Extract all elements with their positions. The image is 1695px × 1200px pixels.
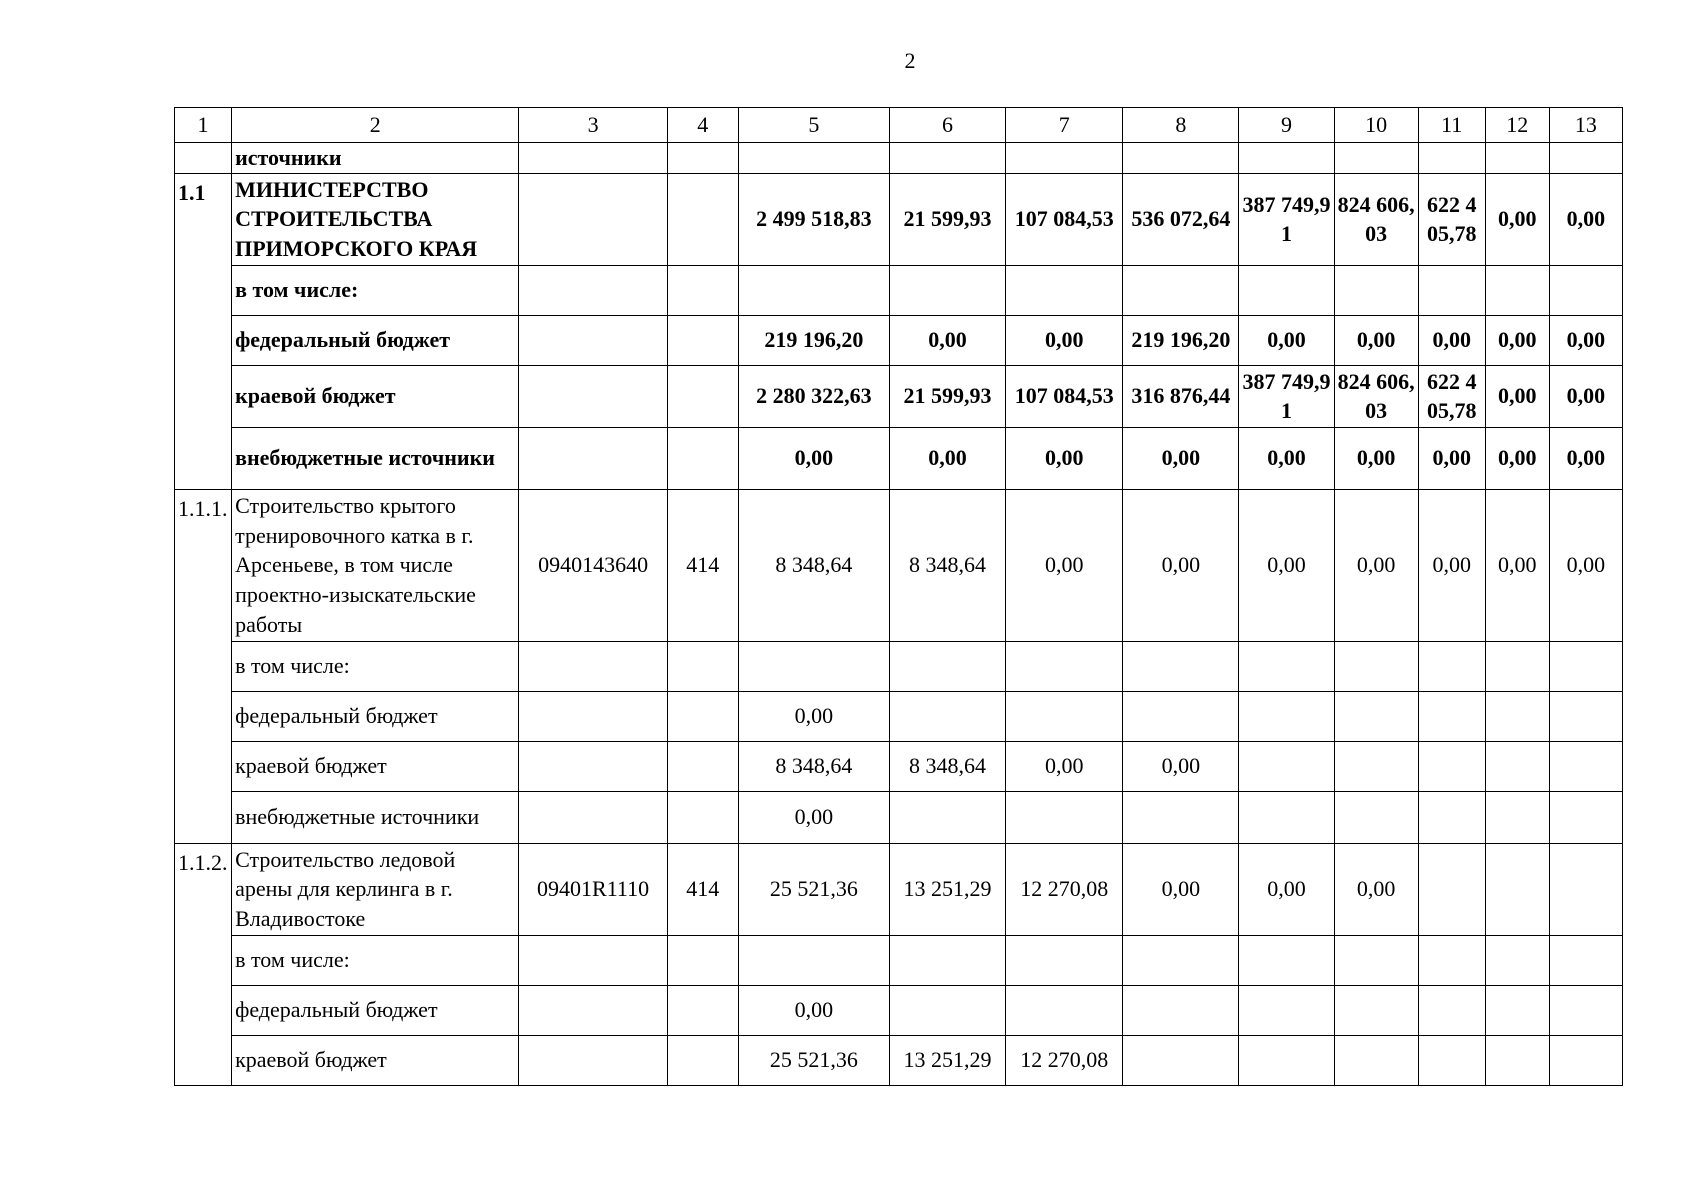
table-row (175, 365, 1623, 427)
kvr-cell (667, 741, 738, 791)
value-cell-col-10 (1334, 791, 1418, 843)
kvr-cell (667, 935, 738, 985)
value-cell-col-9 (1239, 935, 1334, 985)
value-cell-col-10 (1334, 691, 1418, 741)
value-cell-col-11 (1418, 791, 1485, 843)
value-cell-col-9 (1239, 741, 1334, 791)
value-cell-col-12 (1485, 691, 1549, 741)
table-row (175, 265, 1623, 315)
value-cell-col-10: 0,00 (1334, 843, 1418, 935)
code-cell (519, 935, 667, 985)
value-cell-col-7: 0,00 (1006, 315, 1123, 365)
column-header-5: 5 (738, 108, 889, 143)
value-cell-col-9 (1239, 265, 1334, 315)
value-cell-col-5: 0,00 (738, 691, 889, 741)
row-number-cell: 1.1.2. (175, 843, 232, 1085)
kvr-cell (667, 641, 738, 691)
code-cell (519, 741, 667, 791)
value-cell-col-7 (1006, 985, 1123, 1035)
row-number-cell: 1.1.1. (175, 489, 232, 843)
code-cell (519, 173, 667, 265)
value-cell-col-5: 8 348,64 (738, 741, 889, 791)
kvr-cell (667, 985, 738, 1035)
table-row (175, 985, 1623, 1035)
header-row (175, 108, 1623, 143)
value-cell-col-6 (889, 143, 1005, 174)
value-cell-col-11 (1418, 843, 1485, 935)
value-cell-col-10 (1334, 265, 1418, 315)
value-cell-col-9: 0,00 (1239, 315, 1334, 365)
value-cell-col-11 (1418, 265, 1485, 315)
code-cell (519, 691, 667, 741)
table-row (175, 843, 1623, 935)
kvr-cell (667, 1035, 738, 1085)
value-cell-col-10 (1334, 741, 1418, 791)
value-cell-col-13 (1549, 843, 1622, 935)
value-cell-col-13 (1549, 791, 1622, 843)
value-cell-col-11: 0,00 (1418, 489, 1485, 641)
value-cell-col-5: 0,00 (738, 427, 889, 489)
table-row (175, 1035, 1623, 1085)
value-cell-col-10: 824 606,03 (1334, 365, 1418, 427)
value-cell-col-13 (1549, 1035, 1622, 1085)
value-cell-col-11 (1418, 741, 1485, 791)
value-cell-col-9: 0,00 (1239, 427, 1334, 489)
value-cell-col-8 (1123, 935, 1239, 985)
kvr-cell (667, 315, 738, 365)
value-cell-col-8 (1123, 265, 1239, 315)
value-cell-col-5 (738, 265, 889, 315)
table-row (175, 741, 1623, 791)
value-cell-col-8 (1123, 143, 1239, 174)
page-number: 2 (904, 48, 916, 73)
kvr-cell (667, 365, 738, 427)
value-cell-col-8: 219 196,20 (1123, 315, 1239, 365)
value-cell-col-8 (1123, 791, 1239, 843)
value-cell-col-7 (1006, 641, 1123, 691)
value-cell-col-10 (1334, 641, 1418, 691)
value-cell-col-12 (1485, 641, 1549, 691)
value-cell-col-11 (1418, 935, 1485, 985)
kvr-cell (667, 791, 738, 843)
value-cell-col-5: 8 348,64 (738, 489, 889, 641)
kvr-cell: 414 (667, 489, 738, 641)
value-cell-col-12: 0,00 (1485, 489, 1549, 641)
value-cell-col-12: 0,00 (1485, 173, 1549, 265)
value-cell-col-6: 21 599,93 (889, 365, 1005, 427)
value-cell-col-6 (889, 791, 1005, 843)
value-cell-col-12: 0,00 (1485, 365, 1549, 427)
value-cell-col-13 (1549, 741, 1622, 791)
value-cell-col-9: 387 749,91 (1239, 365, 1334, 427)
value-cell-col-10: 824 606,03 (1334, 173, 1418, 265)
value-cell-col-9 (1239, 1035, 1334, 1085)
column-header-6: 6 (889, 108, 1005, 143)
row-name-cell: федеральный бюджет (232, 315, 519, 365)
row-name-cell: внебюджетные источники (232, 427, 519, 489)
value-cell-col-13 (1549, 935, 1622, 985)
row-number-cell: 1.1 (175, 173, 232, 489)
value-cell-col-5 (738, 935, 889, 985)
value-cell-col-8 (1123, 691, 1239, 741)
value-cell-col-13 (1549, 143, 1622, 174)
value-cell-col-9 (1239, 641, 1334, 691)
column-header-3: 3 (519, 108, 667, 143)
value-cell-col-11: 622 405,78 (1418, 173, 1485, 265)
value-cell-col-7 (1006, 143, 1123, 174)
value-cell-col-7: 107 084,53 (1006, 365, 1123, 427)
value-cell-col-11 (1418, 985, 1485, 1035)
value-cell-col-12 (1485, 935, 1549, 985)
value-cell-col-13 (1549, 641, 1622, 691)
value-cell-col-11 (1418, 143, 1485, 174)
value-cell-col-9: 0,00 (1239, 843, 1334, 935)
row-name-cell: в том числе: (232, 935, 519, 985)
value-cell-col-7 (1006, 935, 1123, 985)
row-name-cell: краевой бюджет (232, 1035, 519, 1085)
value-cell-col-8 (1123, 985, 1239, 1035)
table-row (175, 489, 1623, 641)
value-cell-col-5: 2 280 322,63 (738, 365, 889, 427)
column-header-8: 8 (1123, 108, 1239, 143)
code-cell (519, 365, 667, 427)
row-name-cell: Строительство ледовой арены для керлинга в г. Владивостоке (232, 843, 519, 935)
value-cell-col-5: 25 521,36 (738, 843, 889, 935)
value-cell-col-11: 0,00 (1418, 427, 1485, 489)
value-cell-col-5: 25 521,36 (738, 1035, 889, 1085)
code-cell: 09401R1110 (519, 843, 667, 935)
row-name-cell: краевой бюджет (232, 365, 519, 427)
value-cell-col-12 (1485, 741, 1549, 791)
value-cell-col-13: 0,00 (1549, 427, 1622, 489)
table-row (175, 791, 1623, 843)
value-cell-col-7: 107 084,53 (1006, 173, 1123, 265)
value-cell-col-6: 8 348,64 (889, 741, 1005, 791)
row-name-cell: федеральный бюджет (232, 691, 519, 741)
code-cell (519, 1035, 667, 1085)
value-cell-col-8 (1123, 641, 1239, 691)
value-cell-col-10: 0,00 (1334, 315, 1418, 365)
kvr-cell (667, 427, 738, 489)
row-name-cell: в том числе: (232, 641, 519, 691)
kvr-cell (667, 143, 738, 174)
value-cell-col-5: 0,00 (738, 985, 889, 1035)
table-row (175, 691, 1623, 741)
row-name-cell: МИНИСТЕРСТВО СТРОИТЕЛЬСТВА ПРИМОРСКОГО КРАЯ (232, 173, 519, 265)
code-cell (519, 427, 667, 489)
row-name-cell: краевой бюджет (232, 741, 519, 791)
value-cell-col-11 (1418, 1035, 1485, 1085)
table-row (175, 641, 1623, 691)
value-cell-col-8: 316 876,44 (1123, 365, 1239, 427)
column-header-10: 10 (1334, 108, 1418, 143)
kvr-cell: 414 (667, 843, 738, 935)
value-cell-col-8: 0,00 (1123, 427, 1239, 489)
table-row (175, 143, 1623, 174)
column-header-11: 11 (1418, 108, 1485, 143)
value-cell-col-12 (1485, 791, 1549, 843)
value-cell-col-6 (889, 935, 1005, 985)
value-cell-col-6: 0,00 (889, 315, 1005, 365)
value-cell-col-9: 0,00 (1239, 489, 1334, 641)
row-name-cell: источники (232, 143, 519, 174)
column-header-12: 12 (1485, 108, 1549, 143)
value-cell-col-6 (889, 641, 1005, 691)
kvr-cell (667, 691, 738, 741)
value-cell-col-6 (889, 691, 1005, 741)
value-cell-col-12 (1485, 1035, 1549, 1085)
value-cell-col-9 (1239, 143, 1334, 174)
code-cell (519, 985, 667, 1035)
value-cell-col-8 (1123, 1035, 1239, 1085)
column-header-4: 4 (667, 108, 738, 143)
code-cell (519, 641, 667, 691)
value-cell-col-6 (889, 265, 1005, 315)
column-header-13: 13 (1549, 108, 1622, 143)
value-cell-col-5: 0,00 (738, 791, 889, 843)
code-cell (519, 265, 667, 315)
value-cell-col-7: 0,00 (1006, 741, 1123, 791)
value-cell-col-10 (1334, 143, 1418, 174)
kvr-cell (667, 173, 738, 265)
value-cell-col-5: 219 196,20 (738, 315, 889, 365)
row-name-cell: Строительство крытого тренировочного катка в г. Арсеньеве, в том числе проектно-изыскательские работы (232, 489, 519, 641)
value-cell-col-7: 0,00 (1006, 427, 1123, 489)
value-cell-col-13 (1549, 985, 1622, 1035)
table-row (175, 935, 1623, 985)
value-cell-col-7: 12 270,08 (1006, 1035, 1123, 1085)
value-cell-col-8: 536 072,64 (1123, 173, 1239, 265)
value-cell-col-13 (1549, 265, 1622, 315)
code-cell: 0940143640 (519, 489, 667, 641)
value-cell-col-12 (1485, 985, 1549, 1035)
value-cell-col-11 (1418, 691, 1485, 741)
value-cell-col-13: 0,00 (1549, 173, 1622, 265)
column-header-7: 7 (1006, 108, 1123, 143)
value-cell-col-5 (738, 641, 889, 691)
value-cell-col-5 (738, 143, 889, 174)
value-cell-col-12: 0,00 (1485, 315, 1549, 365)
row-name-cell: в том числе: (232, 265, 519, 315)
value-cell-col-13: 0,00 (1549, 365, 1622, 427)
value-cell-col-13 (1549, 691, 1622, 741)
value-cell-col-11 (1418, 641, 1485, 691)
value-cell-col-8: 0,00 (1123, 843, 1239, 935)
table-row (175, 315, 1623, 365)
value-cell-col-8: 0,00 (1123, 489, 1239, 641)
value-cell-col-12: 0,00 (1485, 427, 1549, 489)
value-cell-col-13: 0,00 (1549, 315, 1622, 365)
table-row (175, 173, 1623, 265)
code-cell (519, 143, 667, 174)
value-cell-col-10 (1334, 935, 1418, 985)
budget-table (174, 107, 1623, 1086)
value-cell-col-6: 8 348,64 (889, 489, 1005, 641)
code-cell (519, 315, 667, 365)
value-cell-col-12 (1485, 843, 1549, 935)
value-cell-col-8: 0,00 (1123, 741, 1239, 791)
value-cell-col-6 (889, 985, 1005, 1035)
value-cell-col-9 (1239, 985, 1334, 1035)
column-header-1: 1 (175, 108, 232, 143)
table-row (175, 427, 1623, 489)
value-cell-col-11: 0,00 (1418, 315, 1485, 365)
code-cell (519, 791, 667, 843)
value-cell-col-6: 21 599,93 (889, 173, 1005, 265)
kvr-cell (667, 265, 738, 315)
value-cell-col-12 (1485, 143, 1549, 174)
value-cell-col-10: 0,00 (1334, 489, 1418, 641)
value-cell-col-9 (1239, 791, 1334, 843)
value-cell-col-7: 12 270,08 (1006, 843, 1123, 935)
column-header-9: 9 (1239, 108, 1334, 143)
value-cell-col-6: 0,00 (889, 427, 1005, 489)
value-cell-col-7 (1006, 265, 1123, 315)
row-number-cell (175, 143, 232, 174)
value-cell-col-9: 387 749,91 (1239, 173, 1334, 265)
value-cell-col-13: 0,00 (1549, 489, 1622, 641)
row-name-cell: внебюджетные источники (232, 791, 519, 843)
value-cell-col-5: 2 499 518,83 (738, 173, 889, 265)
value-cell-col-7: 0,00 (1006, 489, 1123, 641)
value-cell-col-10 (1334, 1035, 1418, 1085)
value-cell-col-11: 622 405,78 (1418, 365, 1485, 427)
value-cell-col-7 (1006, 691, 1123, 741)
value-cell-col-10: 0,00 (1334, 427, 1418, 489)
value-cell-col-12 (1485, 265, 1549, 315)
value-cell-col-6: 13 251,29 (889, 843, 1005, 935)
value-cell-col-10 (1334, 985, 1418, 1035)
value-cell-col-9 (1239, 691, 1334, 741)
row-name-cell: федеральный бюджет (232, 985, 519, 1035)
value-cell-col-6: 13 251,29 (889, 1035, 1005, 1085)
value-cell-col-7 (1006, 791, 1123, 843)
column-header-2: 2 (232, 108, 519, 143)
